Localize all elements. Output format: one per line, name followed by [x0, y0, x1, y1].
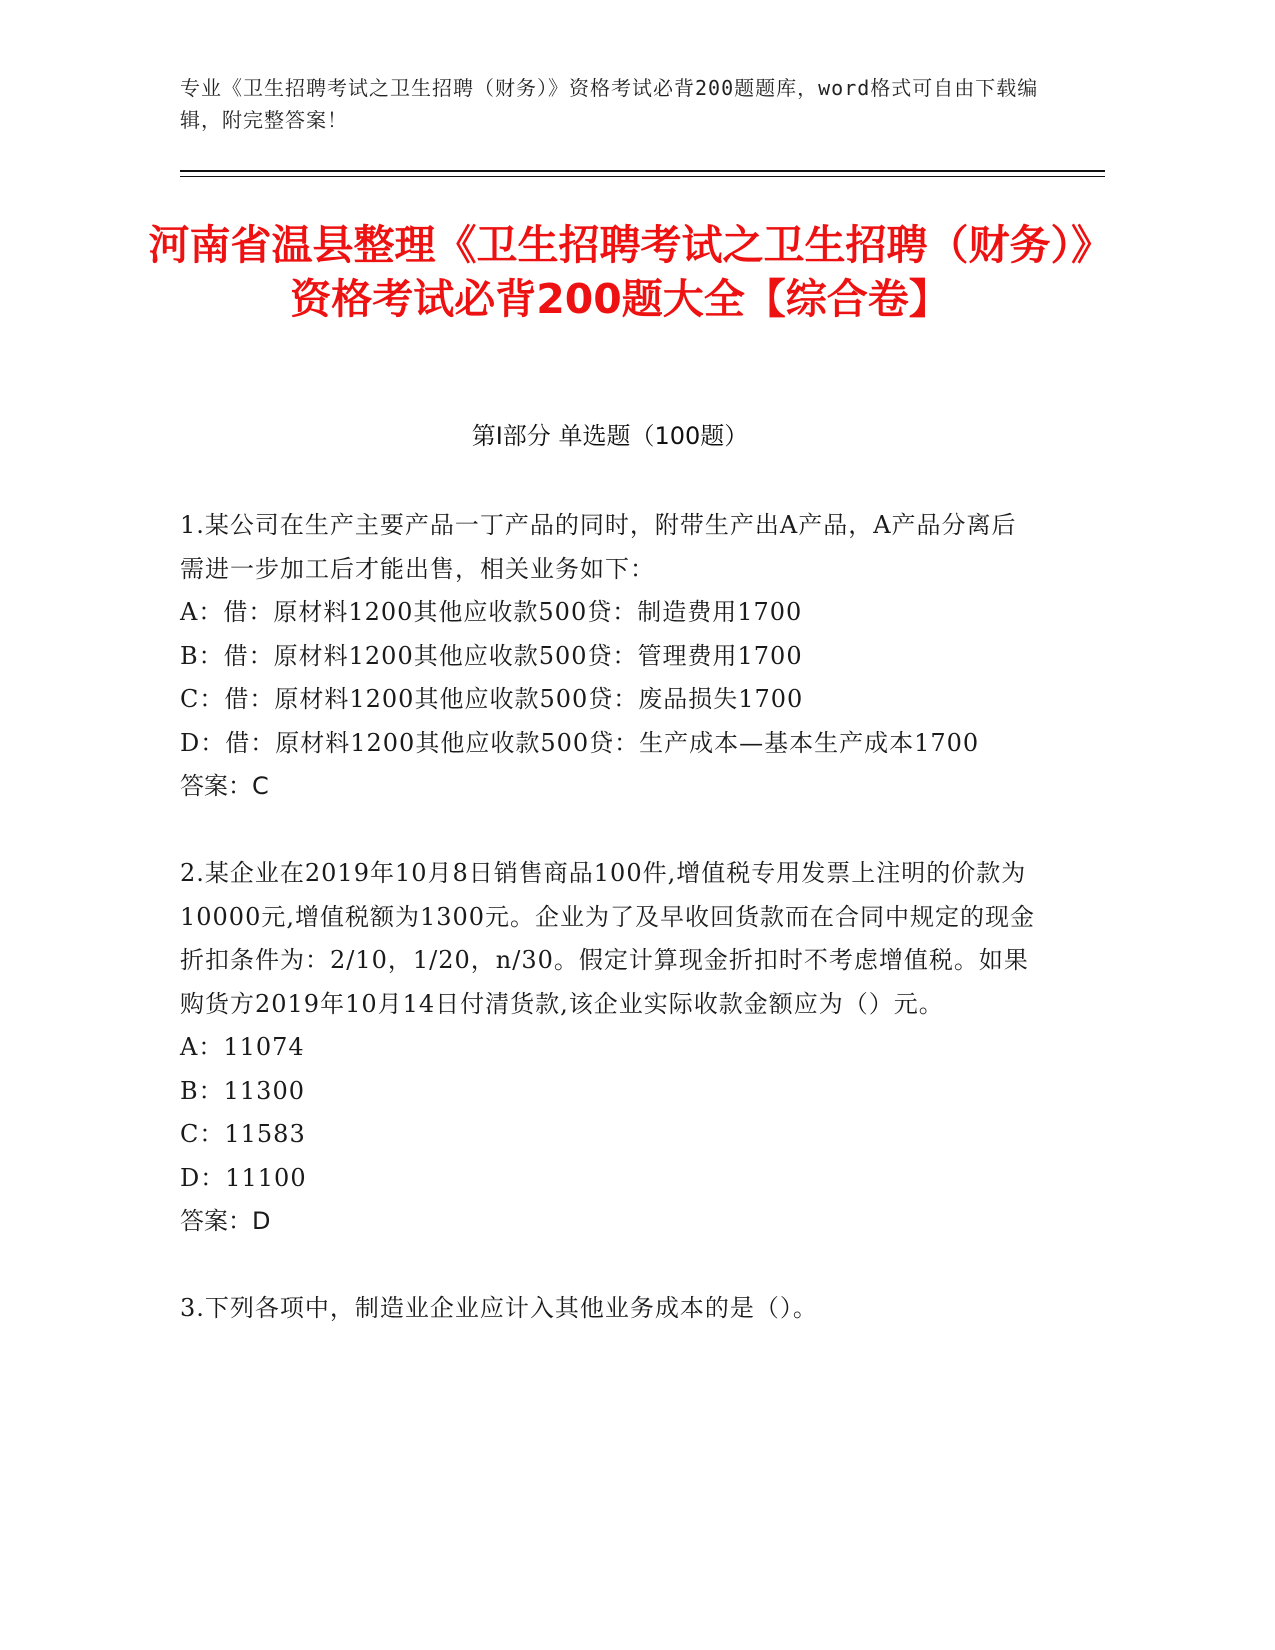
option-b: B：借：原材料1200其他应收款500贷：管理费用1700 [180, 641, 803, 670]
section-title: 第I部分 单选题（100题） [471, 422, 749, 450]
header-divider-thin [180, 176, 1105, 177]
question-item [180, 504, 1040, 809]
option-c: C：借：原材料1200其他应收款500贷：废品损失1700 [180, 685, 804, 713]
option-c: C：11583 [180, 1120, 306, 1148]
question-stem: 2.某企业在2019年10月8日销售商品100件,增值税专用发票上注明的价款为10000元,增值税额为1300元。企业为了及早收回货款而在合同中规定的现金折扣条件为：2/10，1/20，n/30。假定计算现金折扣时不考虑增值税。如果购货方2019年10月14日付清货款,该企业实际收款金额应为（）元。 [180, 859, 1036, 1018]
question-item [180, 1287, 1040, 1331]
header-note: 专业《卫生招聘考试之卫生招聘（财务）》资格考试必背200题题库，word格式可自由下载编辑，附完整答案！ [180, 76, 1039, 132]
question-list [180, 504, 1040, 1374]
option-d: D：11100 [180, 1163, 307, 1192]
answer-line: 答案：D [180, 1207, 271, 1235]
question-item [180, 852, 1040, 1244]
option-a: A：借：原材料1200其他应收款500贷：制造费用1700 [180, 598, 803, 626]
option-a: A：11074 [180, 1033, 305, 1061]
option-d: D：借：原材料1200其他应收款500贷：生产成本—基本生产成本1700 [180, 728, 980, 757]
question-stem: 3.下列各项中，制造业企业应计入其他业务成本的是（）。 [180, 1294, 818, 1322]
document-title: 河南省温县整理《卫生招聘考试之卫生招聘（财务）》资格考试必背200题大全【综合卷】 [148, 221, 1092, 323]
option-b: B：11300 [180, 1076, 305, 1105]
header-divider-thick [180, 170, 1105, 172]
question-stem: 1.某公司在生产主要产品一丁产品的同时，附带生产出A产品，A产品分离后需进一步加工后才能出售，相关业务如下： [180, 511, 1017, 583]
answer-line: 答案：C [180, 772, 269, 800]
